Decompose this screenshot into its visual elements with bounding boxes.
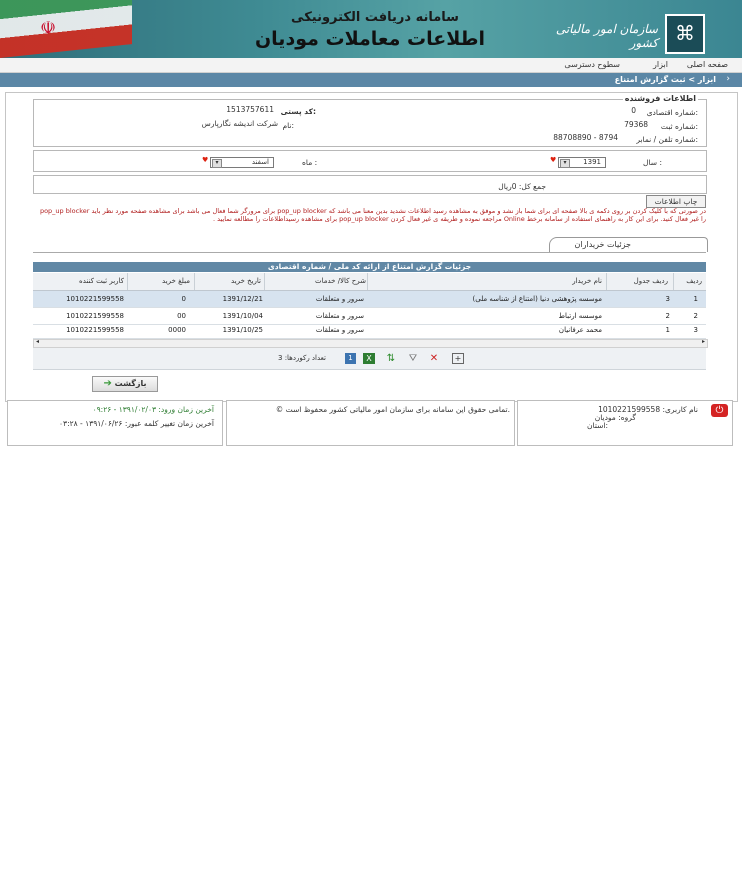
copyright-box (226, 400, 515, 446)
username: نام کاربری: 1010221599558 (598, 405, 698, 414)
col-header-description[interactable]: شرح کالا/ خدمات (315, 277, 366, 285)
breadcrumb-text: ابزار > ثبت گزارش امتناع (614, 75, 716, 84)
col-header-table-row[interactable]: ردیف جدول (633, 277, 668, 285)
arrow-right-icon: ➔ (103, 378, 112, 389)
col-header-purchase-date[interactable]: تاریخ خرید (231, 277, 261, 285)
month-select[interactable]: ▾ اسفند (210, 157, 274, 168)
econ-code-value: 0 (631, 106, 636, 115)
excel-icon[interactable]: X (363, 353, 375, 364)
copyright-text: © تمامی حقوق این سامانه برای سازمان امور مالیاتی کشور محفوظ است. (275, 405, 510, 414)
tab-divider (33, 252, 706, 253)
sum-box (33, 175, 707, 194)
iran-flag-image (0, 0, 132, 58)
col-header-row[interactable]: ردیف (686, 277, 702, 285)
year-select[interactable]: ▾ 1391 (558, 157, 606, 168)
user-info-box (517, 400, 733, 446)
phone-label: شماره تلفن / نمابر: (636, 135, 698, 144)
print-button[interactable]: چاپ اطلاعات (646, 195, 706, 208)
menu-home[interactable]: صفحه اصلی (686, 60, 728, 69)
reg-number-value: 79368 (624, 120, 648, 129)
month-label: ماه : (302, 158, 318, 167)
app-header (0, 0, 742, 58)
required-icon: ♥ (550, 156, 557, 164)
add-icon[interactable]: + (452, 353, 464, 364)
popup-blocker-notice: در صورتی که با کلیک کردن بر روی دکمه ی بالا صفحه ای برای شما باز نشد و موفق به مشاهده رسید اطلاعات نشدید بدین معنا می باشد که pop_up blocker برای مرورگر شما فعال می باشد برای مشاهده صفحه مورد نظر باید pop_up blocker را غیر فعال کنید. برای این کار به راهنمای استفاده از سامانه برخط Online مراجعه نموده و طریقه ی غیر فعال کردن pop_up blocker برای مشاهده رسیداطلاعات را مطالعه نمایید . (39, 207, 706, 223)
sum-total: جمع کل: 0ریال (498, 182, 546, 191)
name-label: نام: (282, 121, 294, 130)
postal-code-label: کد پستی: (280, 107, 316, 116)
required-icon: ♥ (202, 156, 209, 164)
grid-pager (33, 348, 706, 370)
year-label: سال : (643, 158, 662, 167)
table-row[interactable]: 1 3 (موسسه پژوهشی دنیا (امتناع از شناسه ملی سرور و متعلقات 1391/12/21 0 1010221599558 (33, 291, 706, 308)
grid-header (33, 273, 706, 291)
header-title: اطلاعات معاملات مودیان (254, 28, 486, 50)
chevron-left-icon: › (726, 74, 730, 84)
header-subtitle: سامانه دریافت الکترونیکی (291, 10, 459, 25)
org-name: سازمان امور مالیاتی کشور (555, 22, 658, 50)
main-menu (0, 58, 742, 73)
horizontal-scrollbar[interactable] (33, 339, 708, 348)
name-value: شرکت اندیشه نگارپارس (201, 119, 278, 128)
login-info-box (7, 400, 223, 446)
seller-info-box (33, 94, 707, 147)
filter-icon[interactable]: ⛛ (408, 353, 418, 364)
user-group: گروه: مودیان (594, 413, 636, 422)
grid-title: جزئیات گزارش امتناع از ارائه کد ملی / شماره اقتصادی (33, 262, 706, 272)
back-button[interactable]: ➔ بازگشت (92, 376, 158, 392)
chevron-left-icon[interactable]: ◂ (36, 338, 40, 345)
refresh-icon[interactable]: ⇅ (386, 353, 396, 364)
menu-tools[interactable]: ابزار (653, 60, 668, 69)
last-password-change: آخرین زمان تغییر کلمه عبور: ۱۳۹۱/۰۶/۲۶ - ۰۳:۲۸ (59, 419, 214, 428)
table-row[interactable]: 3 1 محمد عرفانیان سرور و متعلقات 1391/10/25 0000 1010221599558 (33, 322, 706, 339)
col-header-buyer-name[interactable]: نام خریدار (572, 277, 602, 285)
tab-buyer-details[interactable]: جزئیات خریداران (549, 237, 708, 252)
table-row[interactable]: 2 2 موسسه ارتباط سرور و متعلقات 1391/10/04 00 1010221599558 (33, 308, 706, 325)
col-header-amount[interactable]: مبلغ خرید (162, 277, 190, 285)
page-number[interactable]: 1 (345, 353, 356, 364)
org-logo-icon: ⌘ (665, 14, 705, 54)
clear-filter-icon[interactable]: ✕ (429, 353, 439, 364)
breadcrumb (0, 73, 742, 87)
power-logout-icon[interactable]: ⏻ (711, 404, 728, 417)
user-province: استان: (587, 421, 608, 430)
iran-emblem-icon: ☫ (40, 18, 57, 39)
econ-code-label: شماره اقتصادی: (646, 108, 698, 117)
chevron-down-icon: ▾ (212, 159, 222, 168)
chevron-right-icon[interactable]: ▸ (701, 338, 705, 345)
seller-legend: اطلاعات فروشنده (624, 94, 696, 103)
filter-bar (33, 150, 707, 172)
last-login: آخرین زمان ورود: ۱۳۹۱/۰۲/۰۳ - ۰۹:۲۶ (92, 405, 214, 414)
menu-access-levels[interactable]: سطوح دسترسی (564, 60, 620, 69)
postal-code-value: 1513757611 (226, 105, 274, 114)
record-count: تعداد رکوردها: 3 (278, 354, 326, 362)
reg-number-label: شماره ثبت: (660, 122, 698, 131)
phone-value: 88708890 - 8794 (553, 133, 618, 142)
chevron-down-icon: ▾ (560, 159, 570, 168)
col-header-registrar[interactable]: کاربر ثبت کننده (79, 277, 124, 285)
